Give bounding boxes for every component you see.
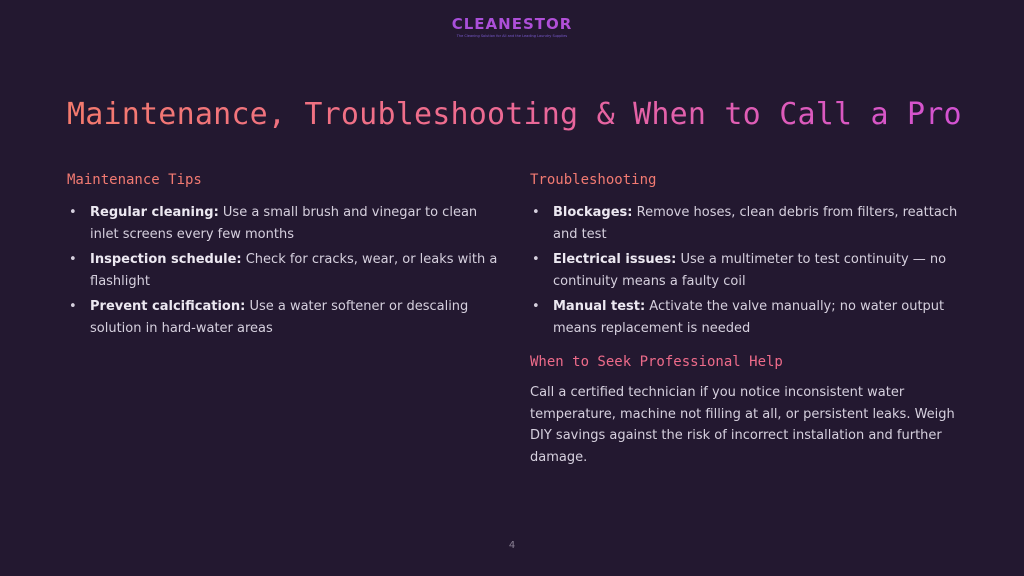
brand-header — [0, 14, 1024, 39]
item-label: Blockages: — [553, 205, 633, 220]
list-item — [67, 249, 507, 292]
bullet-icon: • — [69, 252, 77, 267]
item-text: Use a water softener or descaling solution in hard-water areas — [90, 299, 469, 336]
bullet-icon: • — [532, 205, 540, 220]
item-text: Remove hoses, clean debris from filters, reattach and test — [553, 205, 958, 242]
professional-help-text: Call a certified technician if you notice inconsistent water temperature, machine not filling at all, or persistent leaks. Weigh DIY savings against the risk of incorrect installation and further damage. — [530, 385, 955, 465]
maintenance-list — [67, 202, 507, 339]
item-text: Use a small brush and vinegar to clean inlet screens every few months — [90, 205, 478, 242]
troubleshooting-column — [530, 170, 960, 468]
item-text: Check for cracks, wear, or leaks with a flashlight — [90, 252, 498, 289]
maintenance-column — [67, 170, 507, 343]
bullet-icon: • — [532, 252, 540, 267]
list-item — [67, 296, 507, 339]
list-item — [530, 249, 960, 292]
item-text: Use a multimeter to test continuity — no continuity means a faulty coil — [553, 252, 947, 289]
maintenance-heading: Maintenance Tips — [67, 172, 202, 188]
page-number: 4 — [508, 540, 516, 551]
item-label: Manual test: — [553, 299, 646, 314]
page-title: Maintenance, Troubleshooting & When to Call a Pro — [67, 94, 962, 136]
brand-tagline: The Cleaning Solution for All and the Leading Laundry Supplies — [456, 34, 568, 38]
list-item — [67, 202, 507, 245]
list-item — [530, 202, 960, 245]
troubleshooting-heading: Troubleshooting — [530, 172, 657, 188]
bullet-icon: • — [69, 299, 77, 314]
item-label: Regular cleaning: — [90, 205, 219, 220]
professional-help-heading: When to Seek Professional Help — [530, 354, 783, 370]
brand-logo: CLEANESTOR — [0, 14, 1024, 34]
item-label: Prevent calcification: — [90, 299, 246, 314]
item-label: Inspection schedule: — [90, 252, 242, 267]
item-text: Activate the valve manually; no water output means replacement is needed — [553, 299, 945, 336]
list-item — [530, 296, 960, 339]
bullet-icon: • — [532, 299, 540, 314]
item-label: Electrical issues: — [553, 252, 677, 267]
troubleshooting-list — [530, 202, 960, 339]
bullet-icon: • — [69, 205, 77, 220]
